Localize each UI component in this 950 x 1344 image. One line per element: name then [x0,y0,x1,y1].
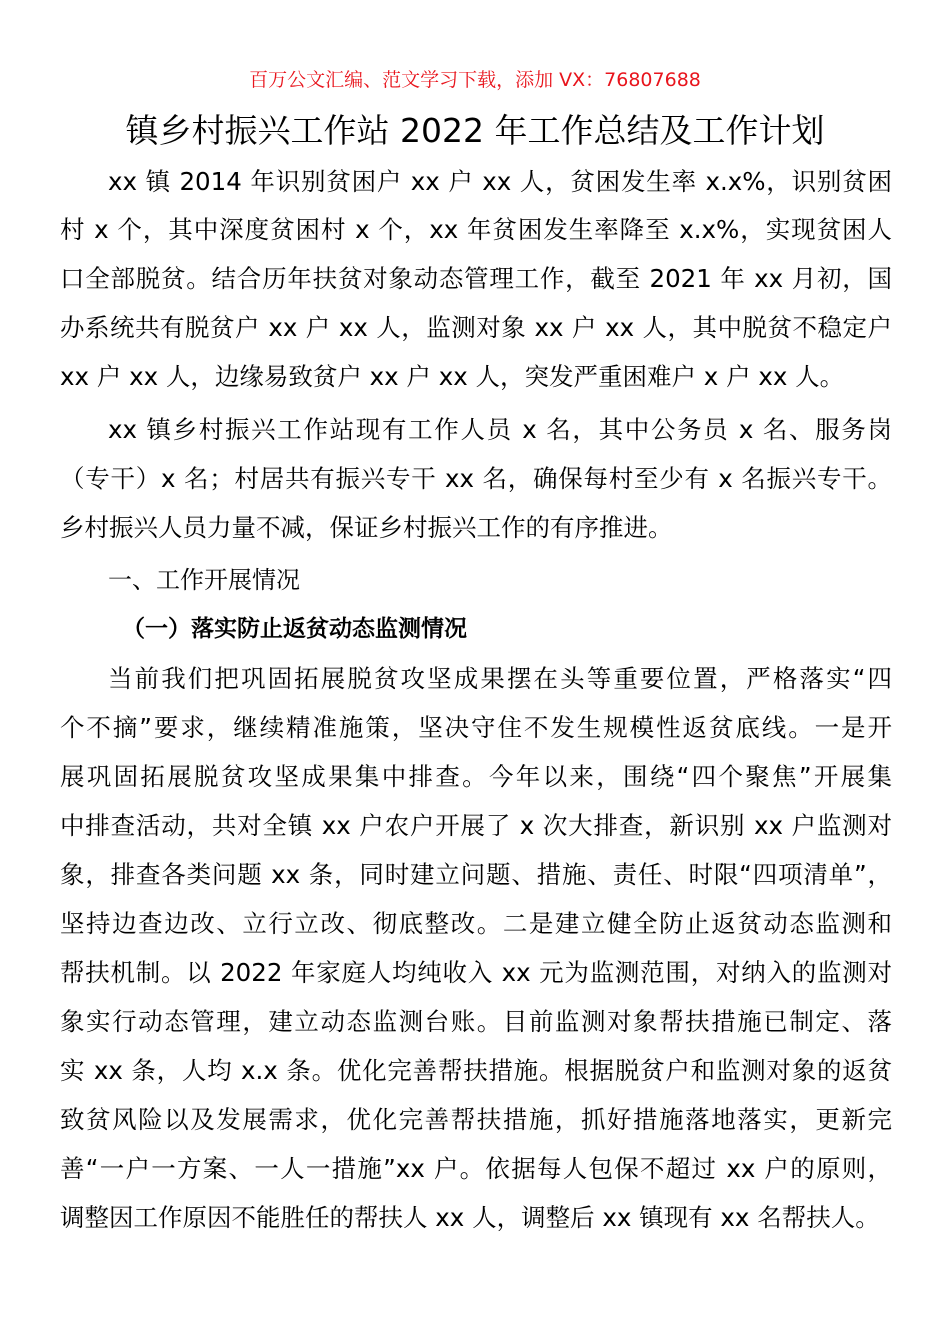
paragraph-line: 调整因工作原因不能胜任的帮扶人 xx 人，调整后 xx 镇现有 xx 名帮扶人。 [60,1203,880,1232]
paragraph-line: 中排查活动，共对全镇 xx 户农户开展了 x 次大排查，新识别 xx 户监测对 [60,811,892,840]
paragraph-line: xx 户 xx 人，边缘易致贫户 xx 户 xx 人，突发严重困难户 x 户 xx 人。 [60,362,845,391]
paragraph-line: 办系统共有脱贫户 xx 户 xx 人，监测对象 xx 户 xx 人，其中脱贫不稳定户 [60,313,892,342]
subsection-heading: （一）落实防止返贫动态监测情况 [122,616,467,642]
paragraph-line: 实 xx 条，人均 x.x 条。优化完善帮扶措施。根据脱贫户和监测对象的返贫 [60,1056,892,1085]
paragraph-line: 乡村振兴人员力量不减，保证乡村振兴工作的有序推进。 [60,513,673,542]
paragraph-line: 当前我们把巩固拓展脱贫攻坚成果摆在头等重要位置，严格落实“四 [108,664,892,693]
paragraph-line: 展巩固拓展脱贫攻坚成果集中排查。今年以来，围绕“四个聚焦”开展集 [60,762,892,791]
paragraph-line: 个不摘”要求，继续精准施策，坚决守住不发生规模性返贫底线。一是开 [60,713,892,742]
paragraph-line: 致贫风险以及发展需求，优化完善帮扶措施，抓好措施落地落实，更新完 [60,1105,892,1134]
paragraph-line: xx 镇 2014 年识别贫困户 xx 户 xx 人，贫困发生率 x.x%，识别贫困 [108,167,892,196]
paragraph-line: 口全部脱贫。结合历年扶贫对象动态管理工作，截至 2021 年 xx 月初，国 [60,264,892,293]
header-watermark-note: 百万公文汇编、范文学习下载，添加 VX：76807688 [249,69,701,91]
paragraph-line: 帮扶机制。以 2022 年家庭人均纯收入 xx 元为监测范围，对纳入的监测对 [60,958,892,987]
paragraph-line: xx 镇乡村振兴工作站现有工作人员 x 名，其中公务员 x 名、服务岗 [108,415,892,444]
document-title: 镇乡村振兴工作站 2022 年工作总结及工作计划 [125,111,825,150]
paragraph-line: 象实行动态管理，建立动态监测台账。目前监测对象帮扶措施已制定、落 [60,1007,892,1036]
paragraph-line: 象，排查各类问题 xx 条，同时建立问题、措施、责任、时限“四项清单”， [60,860,892,889]
section-heading: 一、工作开展情况 [108,566,300,594]
paragraph-line: 善“一户一方案、一人一措施”xx 户。依据每人包保不超过 xx 户的原则， [60,1154,892,1183]
paragraph-line: 坚持边查边改、立行立改、彻底整改。二是建立健全防止返贫动态监测和 [60,909,892,938]
paragraph-line: 村 x 个，其中深度贫困村 x 个，xx 年贫困发生率降至 x.x%，实现贫困人 [60,215,892,244]
paragraph-line: （专干）x 名；村居共有振兴专干 xx 名，确保每村至少有 x 名振兴专干。 [60,464,892,493]
